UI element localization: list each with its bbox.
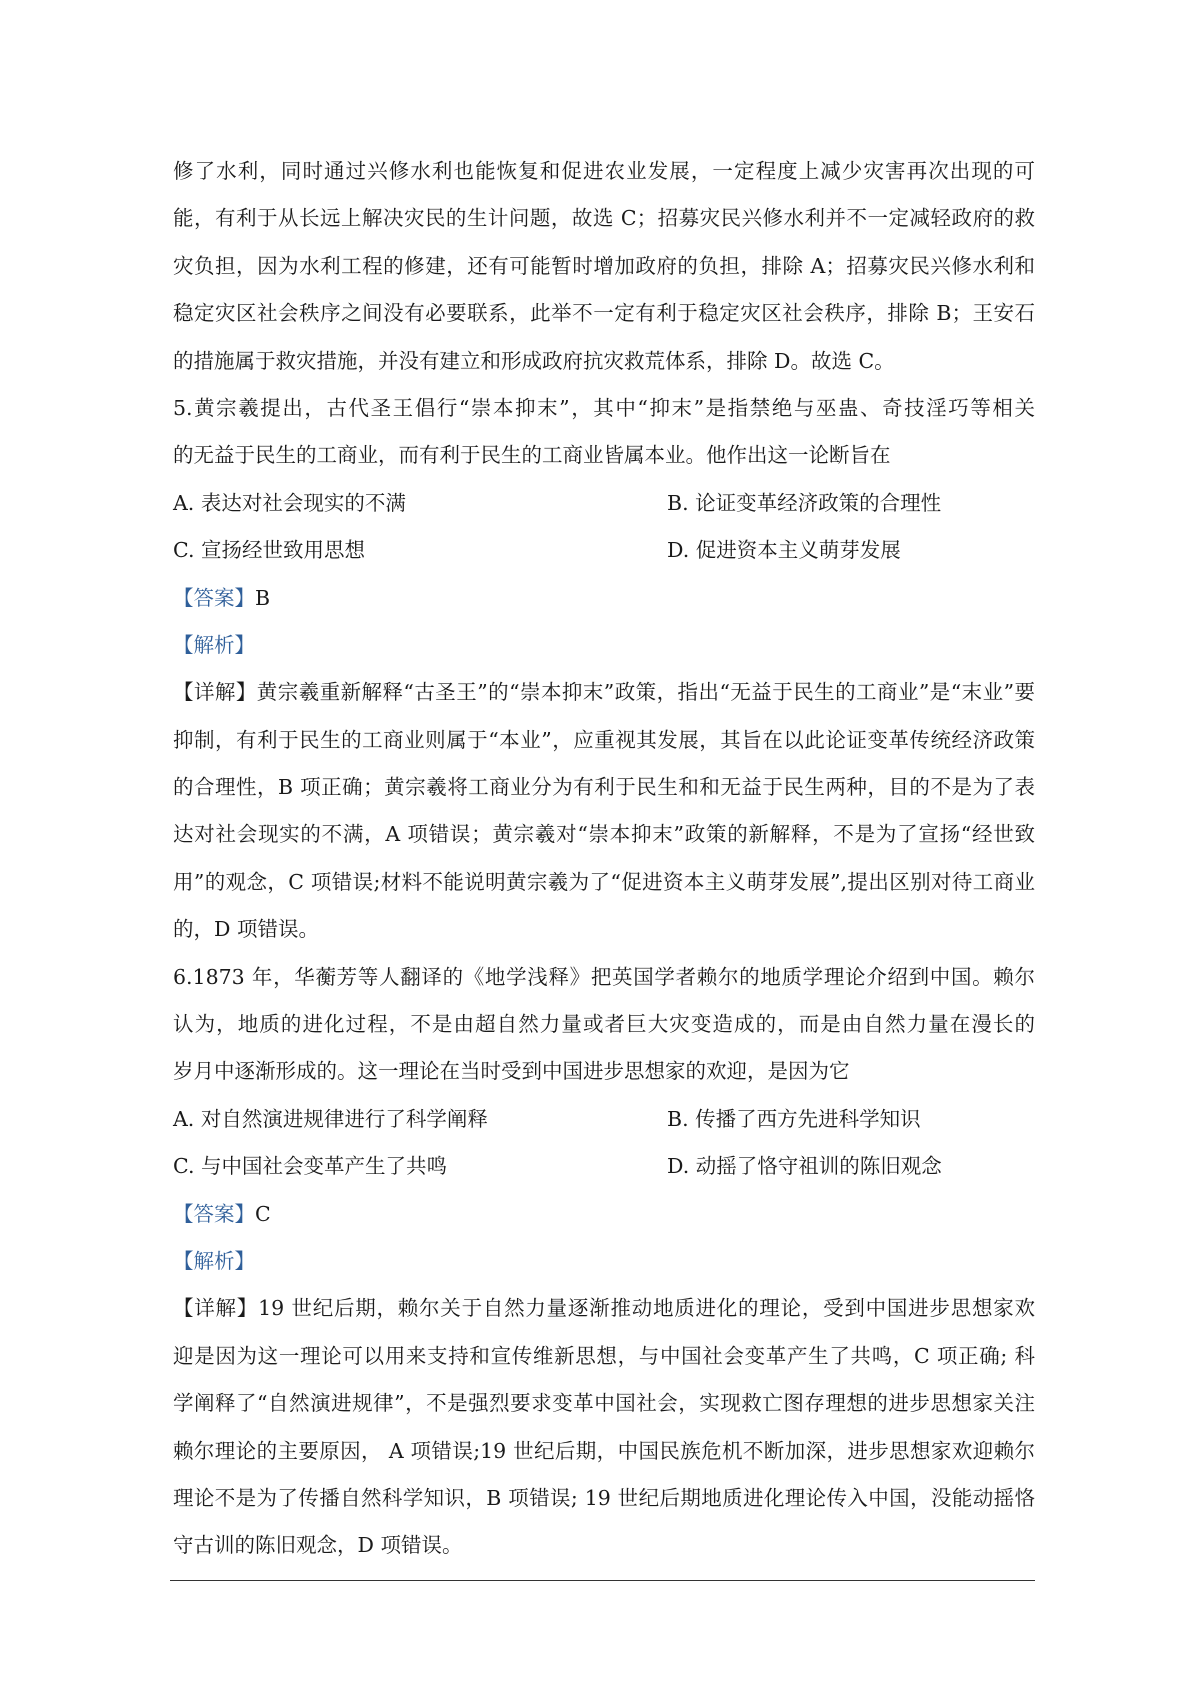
q5-detail-line: 达对社会现实的不满，A 项错误；黄宗羲对“崇本抑末”政策的新解释，不是为了宣扬“经世致 <box>173 822 1035 847</box>
document-body <box>173 148 1035 1570</box>
answer-value: B <box>255 585 271 610</box>
q6-option-c: C. 与中国社会变革产生了共鸣 <box>173 1154 447 1179</box>
analysis-label: 【解析】 <box>173 1248 255 1273</box>
q6-options-row <box>173 1096 1035 1143</box>
footer-divider <box>170 1580 1035 1581</box>
q6-stem-line: 岁月中逐渐形成的。这一理论在当时受到中国进步思想家的欢迎，是因为它 <box>173 1059 850 1084</box>
text-line: 修了水利，同时通过兴修水利也能恢复和促进农业发展，一定程度上减少灾害再次出现的可 <box>173 159 1035 183</box>
q6-detail-line: 守古训的陈旧观念，D 项错误。 <box>173 1533 463 1558</box>
q6-detail-line: 赖尔理论的主要原因， A 项错误;19 世纪后期，中国民族危机不断加深，进步思想家欢迎赖尔 <box>173 1438 1035 1463</box>
q6-detail-line: 【详解】19 世纪后期，赖尔关于自然力量逐渐推动地质进化的理论，受到中国进步思想家欢 <box>173 1296 1036 1321</box>
answer-label: 【答案】 <box>173 585 255 610</box>
detail-label: 【详解】 <box>173 680 257 705</box>
q6-detail-line: 迎是因为这一理论可以用来支持和宣传维新思想，与中国社会变革产生了共鸣，C 项正确; 科 <box>173 1343 1035 1368</box>
q6-analysis-heading <box>173 1238 1035 1285</box>
q5-detail-line: 用”的观念，C 项错误;材料不能说明黄宗羲为了“促进资本主义萌芽发展”,提出区别对待工商业 <box>173 869 1035 894</box>
q5-answer <box>173 575 1035 622</box>
q6-detail-line: 学阐释了“自然演进规律”，不是强烈要求变革中国社会，实现救亡图存理想的进步思想家关注 <box>173 1391 1035 1416</box>
q6-stem-line: 认为，地质的进化过程，不是由超自然力量或者巨大灾变造成的，而是由自然力量在漫长的 <box>173 1012 1035 1037</box>
q6-stem-line: 6.1873 年，华蘅芳等人翻译的《地学浅释》把英国学者赖尔的地质学理论介绍到中国。赖尔 <box>173 964 1035 989</box>
q5-option-b: B. 论证变革经济政策的合理性 <box>667 490 942 515</box>
q6-option-d: D. 动摇了恪守祖训的陈旧观念 <box>667 1154 942 1179</box>
q5-options-row <box>173 527 1035 574</box>
q6-option-a: A. 对自然演进规律进行了科学阐释 <box>173 1106 488 1131</box>
q6-detail-line: 理论不是为了传播自然科学知识，B 项错误; 19 世纪后期地质进化理论传入中国，没能动摇恪 <box>173 1485 1035 1510</box>
text-line: 能，有利于从长远上解决灾民的生计问题，故选 C；招募灾民兴修水利并不一定减轻政府的救 <box>173 206 1035 231</box>
answer-value: C <box>255 1201 271 1226</box>
q5-analysis-heading <box>173 622 1035 669</box>
q6-option-b: B. 传播了西方先进科学知识 <box>667 1106 921 1131</box>
q5-detail-line: 【详解】黄宗羲重新解释“古圣王”的“崇本抑末”政策，指出“无益于民生的工商业”是“末业”要 <box>173 680 1036 705</box>
q5-detail-line: 的，D 项错误。 <box>173 917 319 942</box>
q5-option-d: D. 促进资本主义萌芽发展 <box>667 538 901 563</box>
analysis-label: 【解析】 <box>173 632 255 657</box>
q5-options-row <box>173 480 1035 527</box>
text-line: 灾负担，因为水利工程的修建，还有可能暂时增加政府的负担，排除 A；招募灾民兴修水利和 <box>173 253 1035 278</box>
text-line: 稳定灾区社会秩序之间没有必要联系，此举不一定有利于稳定灾区社会秩序，排除 B；王安石 <box>173 301 1035 326</box>
q6-options-row <box>173 1143 1035 1190</box>
answer-label: 【答案】 <box>173 1201 255 1226</box>
q6-answer <box>173 1191 1035 1238</box>
q5-detail-line: 抑制，有利于民生的工商业则属于“本业”，应重视其发展，其旨在以此论证变革传统经济政策 <box>173 727 1035 752</box>
q5-option-a: A. 表达对社会现实的不满 <box>173 490 406 515</box>
q5-option-c: C. 宣扬经世致用思想 <box>173 538 365 563</box>
q5-stem-line: 的无益于民生的工商业，而有利于民生的工商业皆属本业。他作出这一论断旨在 <box>173 443 891 468</box>
q5-detail-line: 的合理性，B 项正确；黄宗羲将工商业分为有利于民生和和无益于民生两种，目的不是为了表 <box>173 775 1035 800</box>
text-line: 的措施属于救灾措施，并没有建立和形成政府抗灾救荒体系，排除 D。故选 C。 <box>173 348 895 373</box>
q5-stem-line: 5.黄宗羲提出，古代圣王倡行“崇本抑末”，其中“抑末”是指禁绝与巫蛊、奇技淫巧等相关 <box>173 395 1035 420</box>
detail-label: 【详解】 <box>173 1296 259 1321</box>
